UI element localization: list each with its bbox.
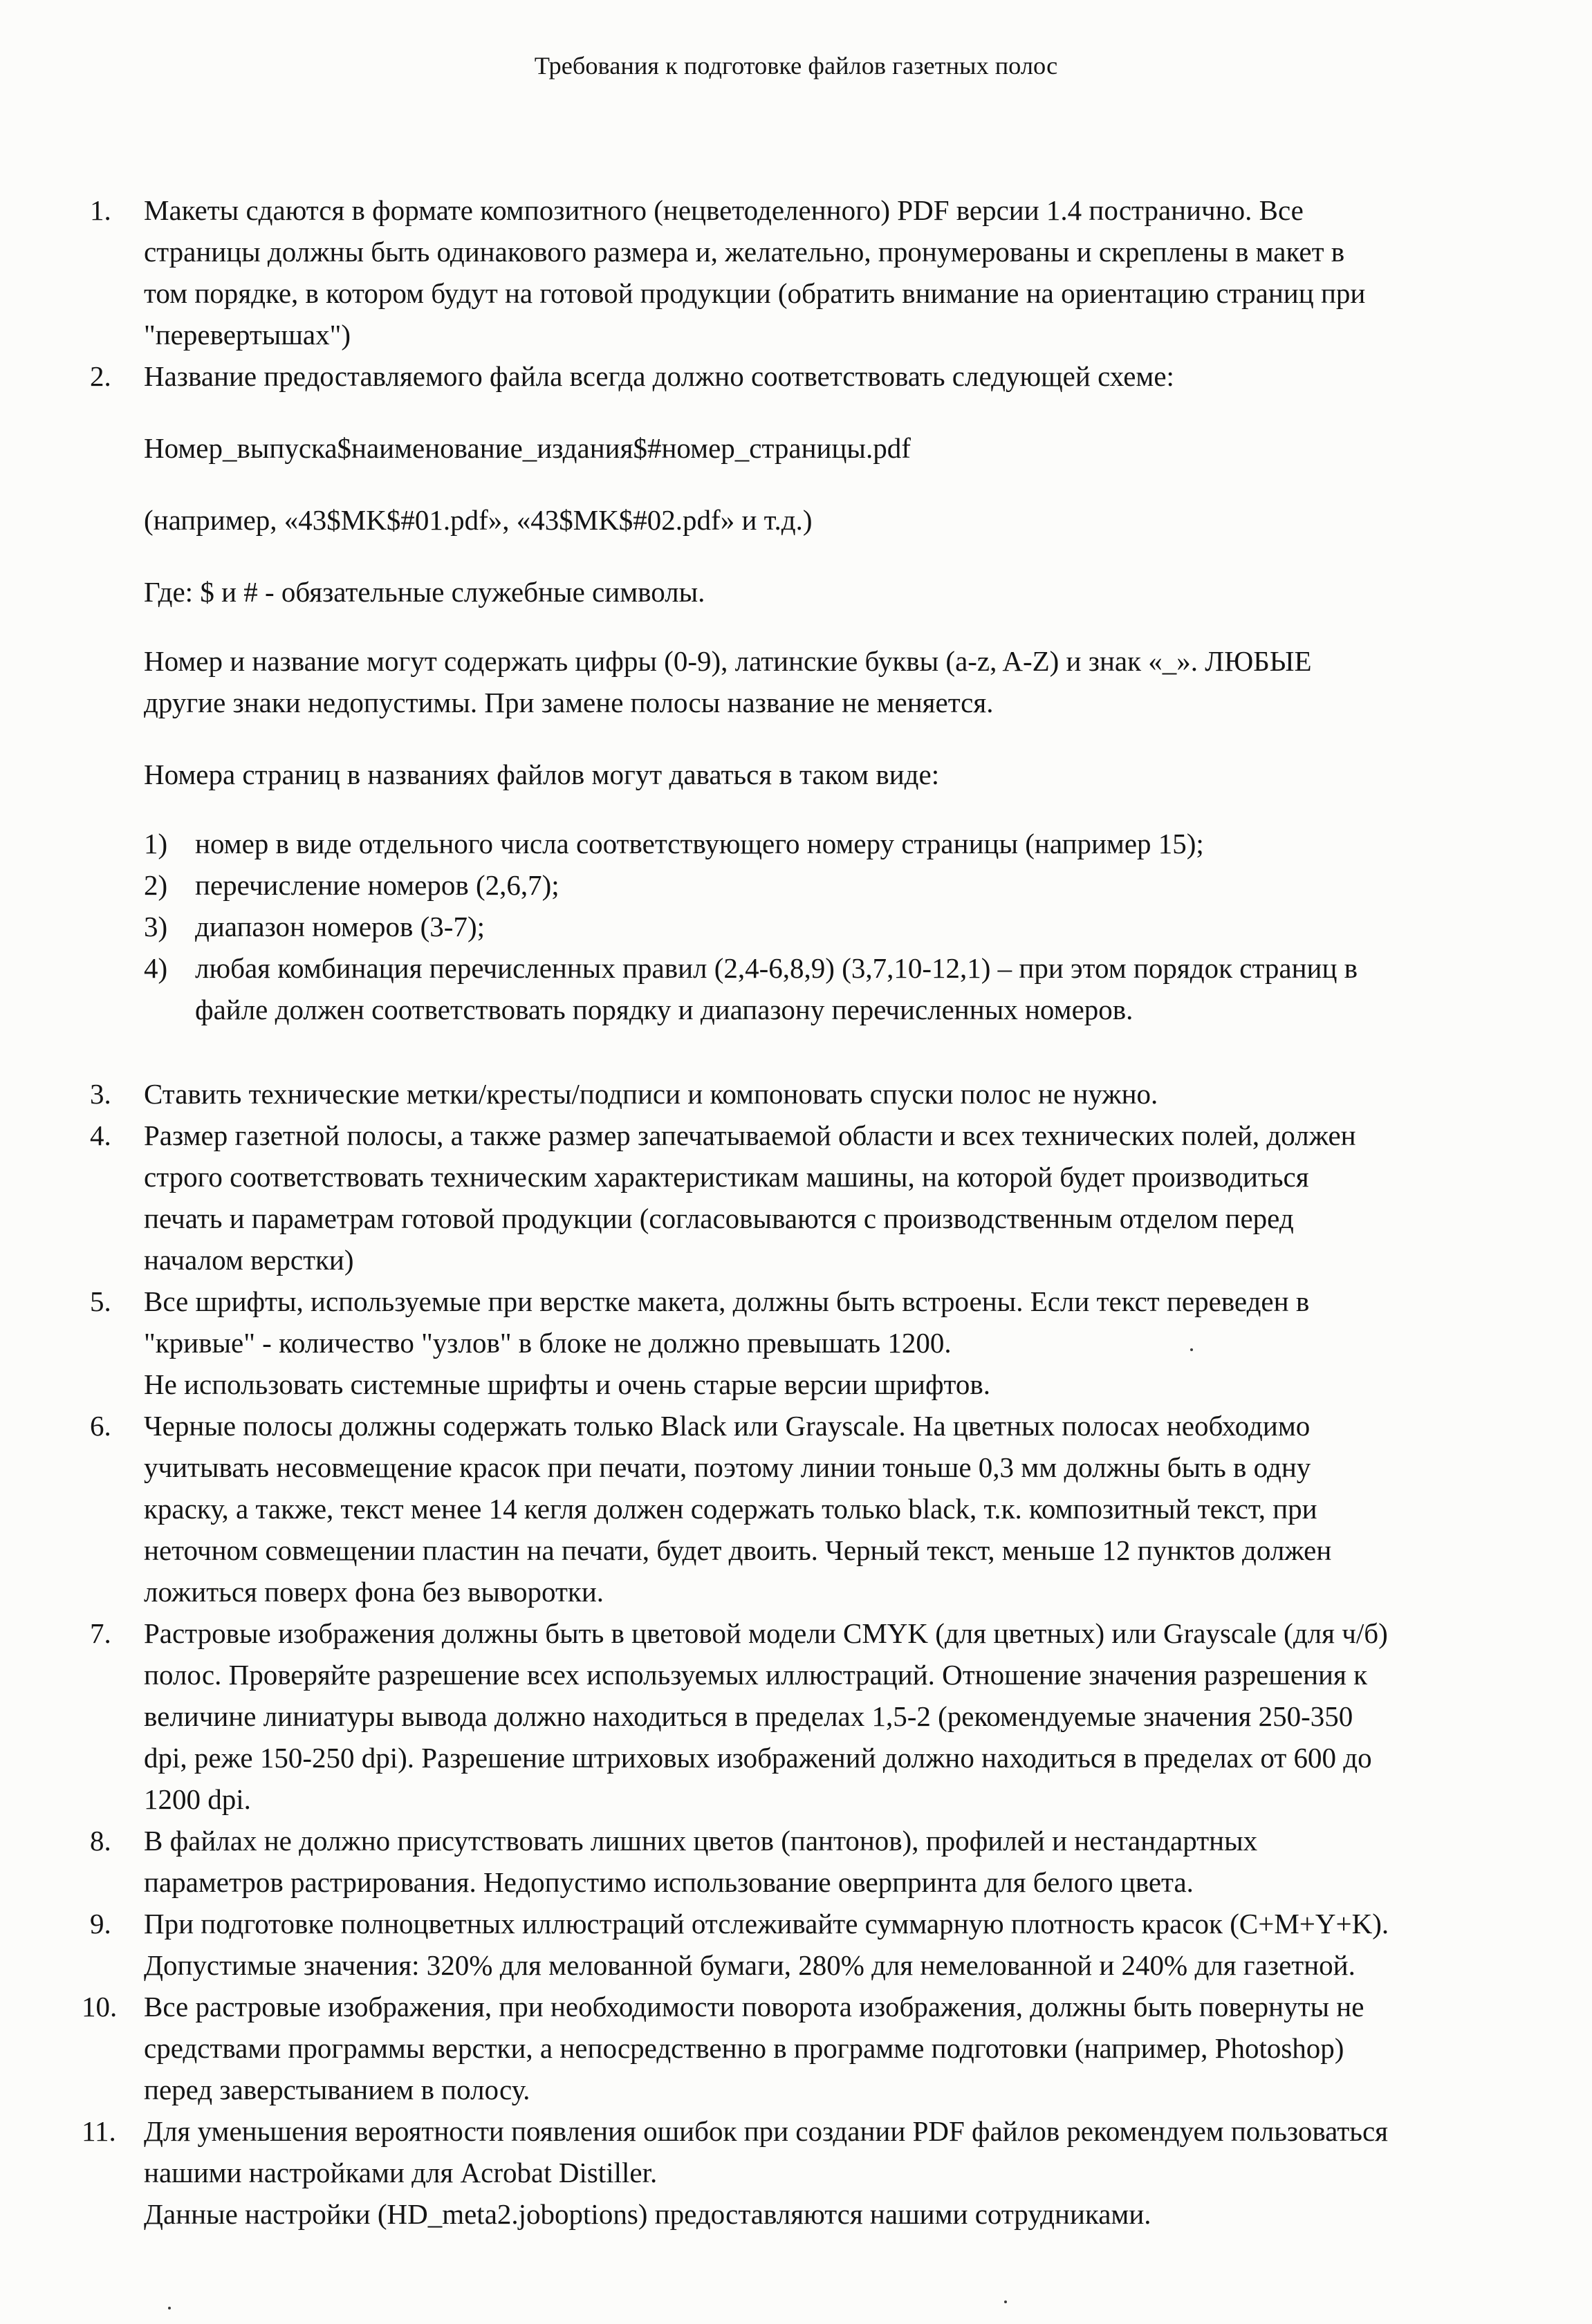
item-6-line-2: учитывать несовмещение красок при печати, поэтому линии тоньше 0,3 мм должны быть в одну <box>144 1451 1311 1483</box>
item-9-line-1: При подготовке полноцветных иллюстраций отслеживайте суммарную плотность красок (C+M+Y+K). <box>144 1908 1389 1940</box>
item-9-line-2: Допустимые значения: 320% для мелованной бумаги, 280% для немелованной и 240% для газетной. <box>144 1949 1355 1981</box>
item-5-line-3: Не использовать системные шрифты и очень старые версии шрифтов. <box>144 1368 991 1400</box>
document-title: Требования к подготовке файлов газетных полос <box>534 52 1058 80</box>
item-4-line-2: строго соответствовать техническим характеристикам машины, на которой будет производиться <box>144 1161 1309 1193</box>
item-11-line-3: Данные настройки (HD_meta2.joboptions) предоставляются нашими сотрудниками. <box>144 2198 1151 2230</box>
item-5-line-1: Все шрифты, используемые при верстке макета, должны быть встроены. Если текст переведен в <box>144 1285 1310 1317</box>
subitem-4-line-1: любая комбинация перечисленных правил (2,4-6,8,9) (3,7,10-12,1) – при этом порядок страниц в <box>195 952 1358 984</box>
item-7-line-5: 1200 dpi. <box>144 1783 251 1815</box>
item-4-number: 4. <box>90 1119 111 1151</box>
item-4-line-1: Размер газетной полосы, а также размер запечатываемой области и всех технических полей, должен <box>144 1119 1356 1151</box>
item-1-line-1: Макеты сдаются в формате композитного (нецветоделенного) PDF версии 1.4 постранично. Все <box>144 194 1304 226</box>
item-6-number: 6. <box>90 1410 111 1442</box>
item-6-line-3: краску, а также, текст менее 14 кегля должен содержать только black, т.к. композитный текст, при <box>144 1493 1317 1525</box>
item-5-number: 5. <box>90 1285 111 1317</box>
item-3-number: 3. <box>90 1078 111 1110</box>
item-1-number: 1. <box>90 194 111 226</box>
item-10-number: 10. <box>82 1991 118 2023</box>
subitem-1-line-1: номер в виде отдельного числа соответствующего номеру страницы (например 15); <box>195 828 1204 859</box>
item-7-number: 7. <box>90 1617 111 1649</box>
subitem-1-number: 1) <box>144 828 168 859</box>
item-6-line-5: ложиться поверх фона без выворотки. <box>144 1576 604 1608</box>
item-11-number: 11. <box>82 2115 116 2147</box>
item-7-line-2: полос. Проверяйте разрешение всех используемых иллюстраций. Отношение значения разрешения к <box>144 1659 1367 1691</box>
item-9-number: 9. <box>90 1908 111 1940</box>
subitem-3-line-1: диапазон номеров (3-7); <box>195 911 485 942</box>
subitem-2-line-1: перечисление номеров (2,6,7); <box>195 869 559 901</box>
subitem-3-number: 3) <box>144 911 168 942</box>
item-2-line-1: Название предоставляемого файла всегда должно соответствовать следующей схеме: <box>144 360 1174 392</box>
item-7-line-1: Растровые изображения должны быть в цветовой модели CMYK (для цветных) или Grayscale (для ч/б) <box>144 1617 1388 1649</box>
item-1-line-3: том порядке, в котором будут на готовой продукции (обратить внимание на ориентацию страниц при <box>144 277 1366 309</box>
item-10-line-1: Все растровые изображения, при необходимости поворота изображения, должны быть повернуты не <box>144 1991 1364 2023</box>
item-7-line-3: величине линиатуры вывода должно находиться в пределах 1,5-2 (рекомендуемые значения 250-350 <box>144 1700 1353 1732</box>
item-10-line-2: средствами программы верстки, а непосредственно в программе подготовки (например, Photoshop) <box>144 2032 1344 2064</box>
subitem-2-number: 2) <box>144 869 168 901</box>
subitem-4-number: 4) <box>144 952 168 984</box>
allowed-chars-line-2: другие знаки недопустимы. При замене полосы название не меняется. <box>144 687 994 718</box>
item-6-line-4: неточном совмещении пластин на печати, будет двоить. Черный текст, меньше 12 пунктов должен <box>144 1534 1332 1566</box>
item-6-line-1: Черные полосы должны содержать только Black или Grayscale. На цветных полосах необходимо <box>144 1410 1311 1442</box>
item-3-line-1: Ставить технические метки/кресты/подписи и компоновать спуски полос не нужно. <box>144 1078 1158 1110</box>
item-8-number: 8. <box>90 1825 111 1857</box>
item-8-line-2: параметров растрирования. Недопустимо использование оверпринта для белого цвета. <box>144 1866 1194 1898</box>
filename-example: (например, «43$MK$#01.pdf», «43$MK$#02.pdf» и т.д.) <box>144 504 813 536</box>
item-4-line-4: началом верстки) <box>144 1244 354 1276</box>
scan-speck <box>1190 1348 1193 1351</box>
item-1-line-2: страницы должны быть одинакового размера и, желательно, пронумерованы и скреплены в макет в <box>144 236 1345 268</box>
item-10-line-3: перед заверстыванием в полосу. <box>144 2074 530 2105</box>
allowed-chars-line-1: Номер и название могут содержать цифры (0-9), латинские буквы (a-z, A-Z) и знак «_». ЛЮБЫЕ <box>144 645 1312 677</box>
filename-scheme: Номер_выпуска$наименование_издания$#номер_страницы.pdf <box>144 432 911 464</box>
item-11-line-1: Для уменьшения вероятности появления ошибок при создании PDF файлов рекомендуем пользоваться <box>144 2115 1388 2147</box>
subitem-4-line-2: файле должен соответствовать порядку и диапазону перечисленных номеров. <box>195 994 1133 1025</box>
service-symbols-note: Где: $ и # - обязательные служебные символы. <box>144 576 705 608</box>
item-8-line-1: В файлах не должно присутствовать лишних цветов (пантонов), профилей и нестандартных <box>144 1825 1258 1857</box>
item-1-line-4: "перевертышах") <box>144 319 351 351</box>
scan-speck <box>1004 2300 1007 2303</box>
page-numbers-intro: Номера страниц в названиях файлов могут даваться в таком виде: <box>144 759 940 790</box>
item-2-number: 2. <box>90 360 111 392</box>
item-7-line-4: dpi, реже 150-250 dpi). Разрешение штриховых изображений должно находиться в пределах от 600 до <box>144 1742 1372 1774</box>
item-11-line-2: нашими настройками для Acrobat Distiller. <box>144 2157 658 2188</box>
scan-speck <box>168 2307 171 2309</box>
item-5-line-2: "кривые" - количество "узлов" в блоке не должно превышать 1200. <box>144 1327 952 1359</box>
item-4-line-3: печать и параметрам готовой продукции (согласовываются с производственным отделом перед <box>144 1202 1294 1234</box>
